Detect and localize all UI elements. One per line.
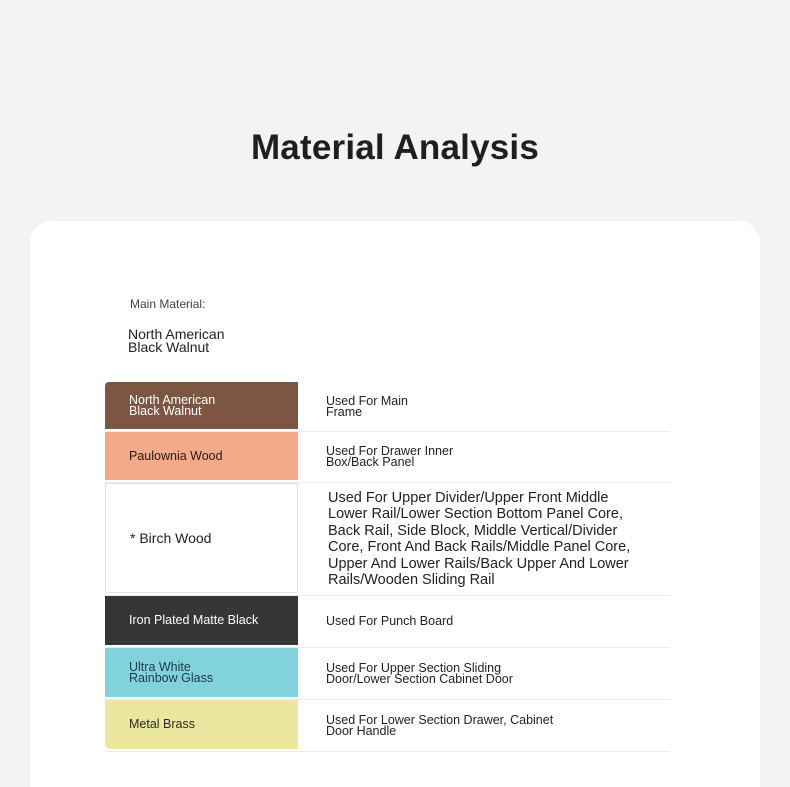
material-row-iron: [105, 596, 670, 648]
material-use: Used For Main Frame: [326, 393, 408, 419]
material-swatch: Iron Plated Matte Black: [105, 596, 298, 645]
material-row-walnut: [105, 382, 670, 432]
main-material-label: Main Material:: [130, 297, 206, 311]
material-swatch: Ultra White Rainbow Glass: [105, 648, 298, 697]
material-row-brass: [105, 700, 670, 752]
material-swatch: North American Black Walnut: [105, 382, 298, 429]
material-use: Used For Upper Section Sliding Door/Lower Section Cabinet Door: [326, 660, 513, 686]
main-material-value: North American Black Walnut: [128, 326, 225, 355]
material-row-glass: [105, 648, 670, 700]
material-use: Used For Punch Board: [326, 614, 454, 628]
page-title: Material Analysis: [250, 128, 540, 167]
material-swatch: Metal Brass: [105, 700, 298, 749]
material-row-birch: [105, 483, 670, 596]
material-use: Used For Lower Section Drawer, Cabinet Door Handle: [326, 712, 554, 738]
material-swatch: * Birch Wood: [105, 483, 298, 593]
material-use: Used For Upper Divider/Upper Front Middle Lower Rail/Lower Section Bottom Panel Core, Back Rail, Side Block, Middle Vertical/Divider Core, Front And Back Rails/Middle Panel Core, Upper And Lower Rails/Back Upper And Lower Rails/Wooden Sliding Rail: [328, 489, 631, 588]
material-use: Used For Drawer Inner Box/Back Panel: [326, 444, 454, 469]
material-row-paulownia: [105, 432, 670, 483]
material-table: [105, 382, 670, 752]
material-swatch: Paulownia Wood: [105, 432, 298, 480]
